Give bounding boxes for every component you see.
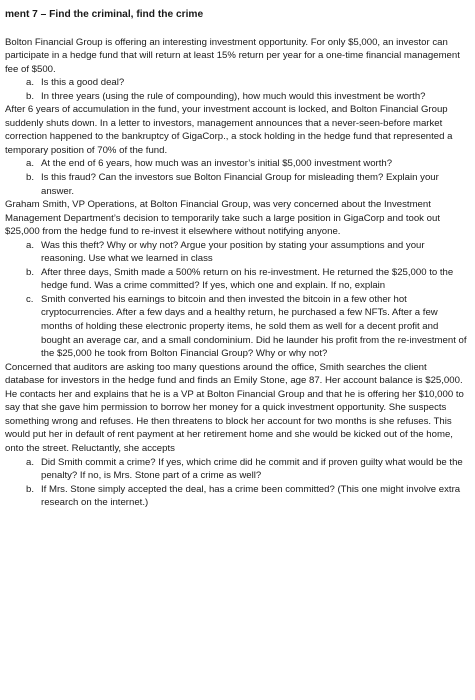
question-text: In three years (using the rule of compounding), how much would this investment be worth? (41, 90, 426, 102)
question-text: At the end of 6 years, how much was an investor’s initial $5,000 investment worth? (41, 158, 393, 170)
question-item (5, 266, 467, 293)
question-item (5, 76, 467, 90)
question-marker: c. (26, 293, 34, 305)
question-item (5, 90, 467, 104)
section2-questions (5, 157, 467, 198)
question-text: Smith converted his earnings to bitcoin and then invested the bitcoin in a few other hot cryptocurrencies. After a few days and a healthy return, he purchased a few NFTs. After a few months of holding these electronic property items, he sold them as well for a decent profit and bought an average car, and a small condominium. Did he launder his profit from the re-investment of the $25,000 he took from Bolton Financial Group? Why or why not? (41, 293, 467, 360)
question-marker: b. (26, 483, 35, 495)
question-text: If Mrs. Stone simply accepted the deal, has a crime been committed? (This one might involve extra research on the internet.) (41, 483, 461, 509)
question-item (5, 293, 467, 361)
section3-paragraph: Graham Smith, VP Operations, at Bolton Financial Group, was very concerned about the Investment Management Department’s decision to temporarily take such a large position in GigaCorp and took out $25,000 from the hedge fund to re-invest it elsewhere without notifying anyone. (5, 199, 440, 238)
question-item (5, 456, 467, 483)
section4-paragraph: Concerned that auditors are asking too many questions around the office, Smith searches the client database for investors in the hedge fund and finds an Emily Stone, age 87. Her account balance is $25,000. He contacts her and explains that he is a VP at Bolton Financial Group and that he is offering her $10,000 to say that she gave him permission to borrow her money for a quick investment opportunity. She suspects something wrong and refuses. He then threatens to block her account for two months is she refuses. This would put her in default of rent payment at her retirement home and she would be kicked out of the home, onto the street. Reluctantly, she accepts (5, 361, 464, 454)
question-text: Did Smith commit a crime? If yes, which crime did he commit and if proven guilty what would be the penalty? If no, is Mrs. Stone part of a crime as well? (41, 456, 463, 482)
question-marker: a. (26, 456, 35, 468)
question-text: After three days, Smith made a 500% return on his re-investment. He returned the $25,000 to the hedge fund. Was a crime committed? If yes, which one and explain. If no, explain (41, 266, 454, 292)
question-item (5, 483, 467, 510)
question-item (5, 239, 467, 266)
question-text: Is this a good deal? (41, 77, 125, 89)
section4-questions (5, 456, 467, 510)
section1-paragraph: Bolton Financial Group is offering an interesting investment opportunity. For only $5,000, an investor can participate in a hedge fund that will return at least 15% return per year for a one-time financial management fee of $500. (5, 36, 460, 75)
question-marker: b. (26, 90, 35, 102)
question-marker: a. (26, 158, 35, 170)
question-marker: a. (26, 77, 35, 89)
section1-questions (5, 76, 467, 103)
assignment-title: ment 7 – Find the criminal, find the crime (5, 9, 204, 20)
question-marker: b. (26, 172, 35, 184)
question-marker: b. (26, 266, 35, 278)
question-item (5, 157, 467, 171)
question-text: Was this theft? Why or why not? Argue your position by stating your assumptions and your reasoning. Use what we learned in class (41, 239, 425, 265)
question-marker: a. (26, 239, 35, 251)
section2-paragraph: After 6 years of accumulation in the fund, your investment account is locked, and Bolton Financial Group suddenly shuts down. In a letter to investors, management announces that a never-seen-before market correction happened to the bankruptcy of GigaCorp., a stock holding in the hedge fund that represented a temporary position of 70% of the fund. (5, 104, 453, 156)
question-item (5, 171, 467, 198)
question-text: Is this fraud? Can the investors sue Bolton Financial Group for misleading them? Explain your answer. (41, 172, 439, 197)
section3-questions (5, 239, 467, 361)
